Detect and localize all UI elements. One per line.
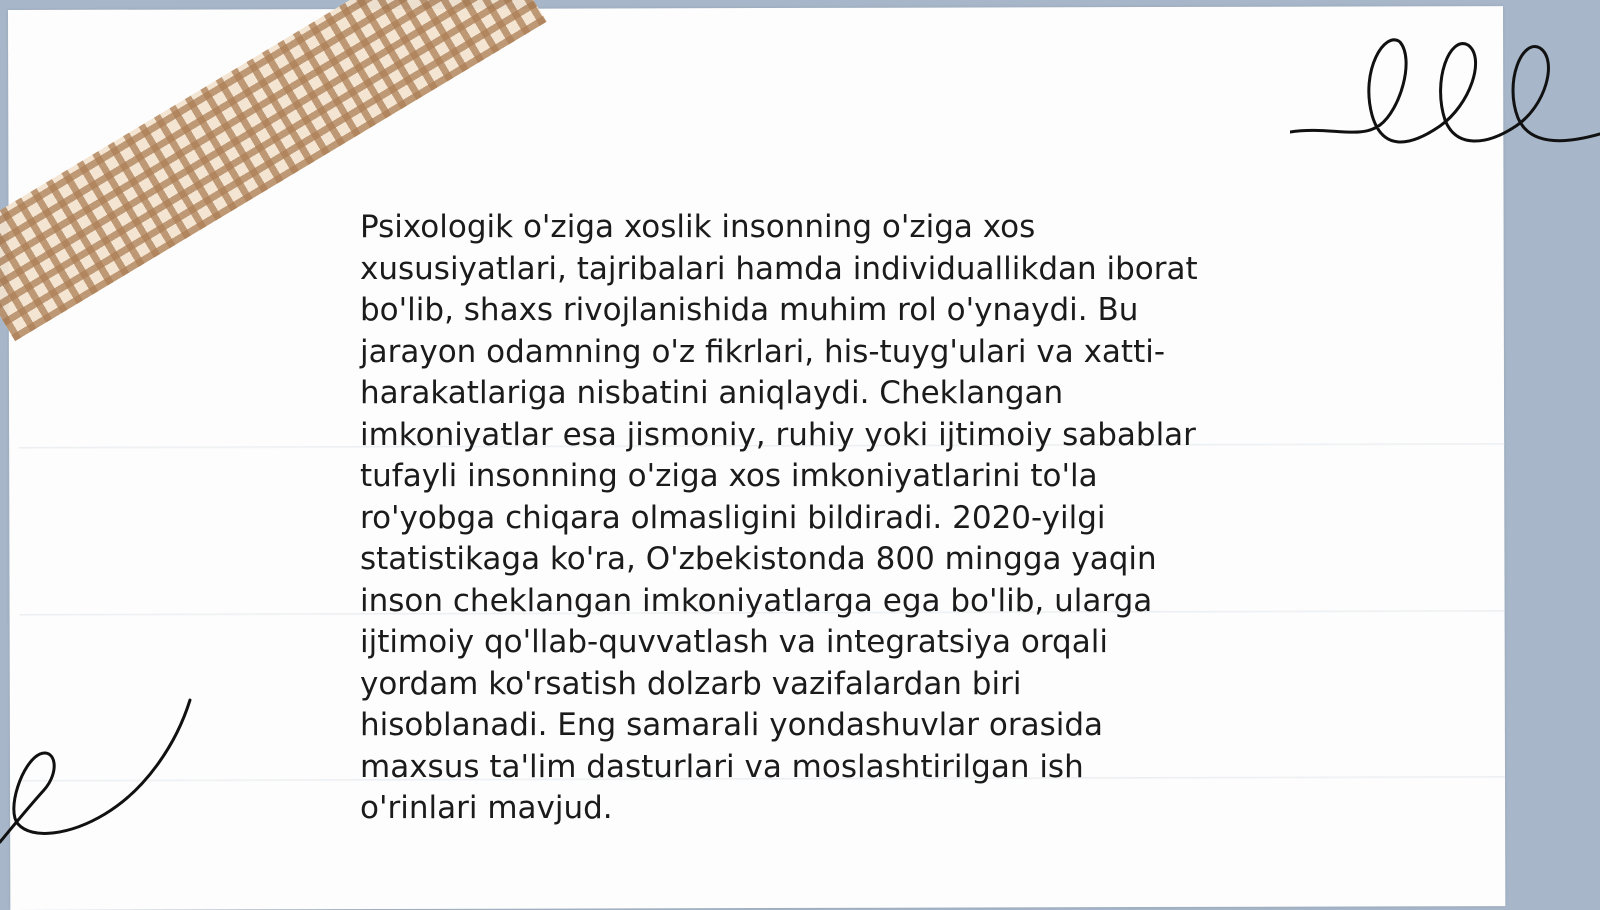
text-line: inson cheklangan imkoniyatlarga ega bo'lib, ularga	[360, 582, 1153, 619]
text-line: maxsus ta'lim dasturlari va moslashtirilgan ish	[360, 748, 1084, 785]
text-line: jarayon odamning o'z fikrlari, his-tuyg'ulari va xatti-	[360, 333, 1166, 370]
text-line: ro'yobga chiqara olmasligini bildiradi. 2020-yilgi	[360, 499, 1106, 536]
text-line: tufayli insonning o'ziga xos imkoniyatlarini to'la	[360, 458, 1098, 494]
text-line: harakatlariga nisbatini aniqlaydi. Cheklangan	[360, 375, 1064, 411]
text-line: o'rinlari mavjud.	[360, 790, 613, 826]
main-paragraph	[360, 207, 1260, 830]
text-line: yordam ko'rsatish dolzarb vazifalardan biri	[360, 665, 1022, 702]
text-line: bo'lib, shaxs rivojlanishida muhim rol o'ynaydi. Bu	[360, 292, 1139, 328]
text-line: statistikaga ko'ra, O'zbekistonda 800 mingga yaqin	[360, 541, 1157, 577]
squiggle-icon	[0, 690, 200, 850]
loop-swirl-icon	[1290, 30, 1600, 160]
text-line: imkoniyatlar esa jismoniy, ruhiy yoki ijtimoiy sabablar	[360, 416, 1196, 453]
text-line: ijtimoiy qo'llab-quvvatlash va integratsiya orqali	[360, 624, 1108, 660]
text-line: hisoblanadi. Eng samarali yondashuvlar orasida	[360, 707, 1104, 743]
text-line: xususiyatlari, tajribalari hamda individuallikdan iborat	[360, 250, 1198, 287]
text-line: Psixologik o'ziga xoslik insonning o'ziga xos	[360, 209, 1036, 245]
